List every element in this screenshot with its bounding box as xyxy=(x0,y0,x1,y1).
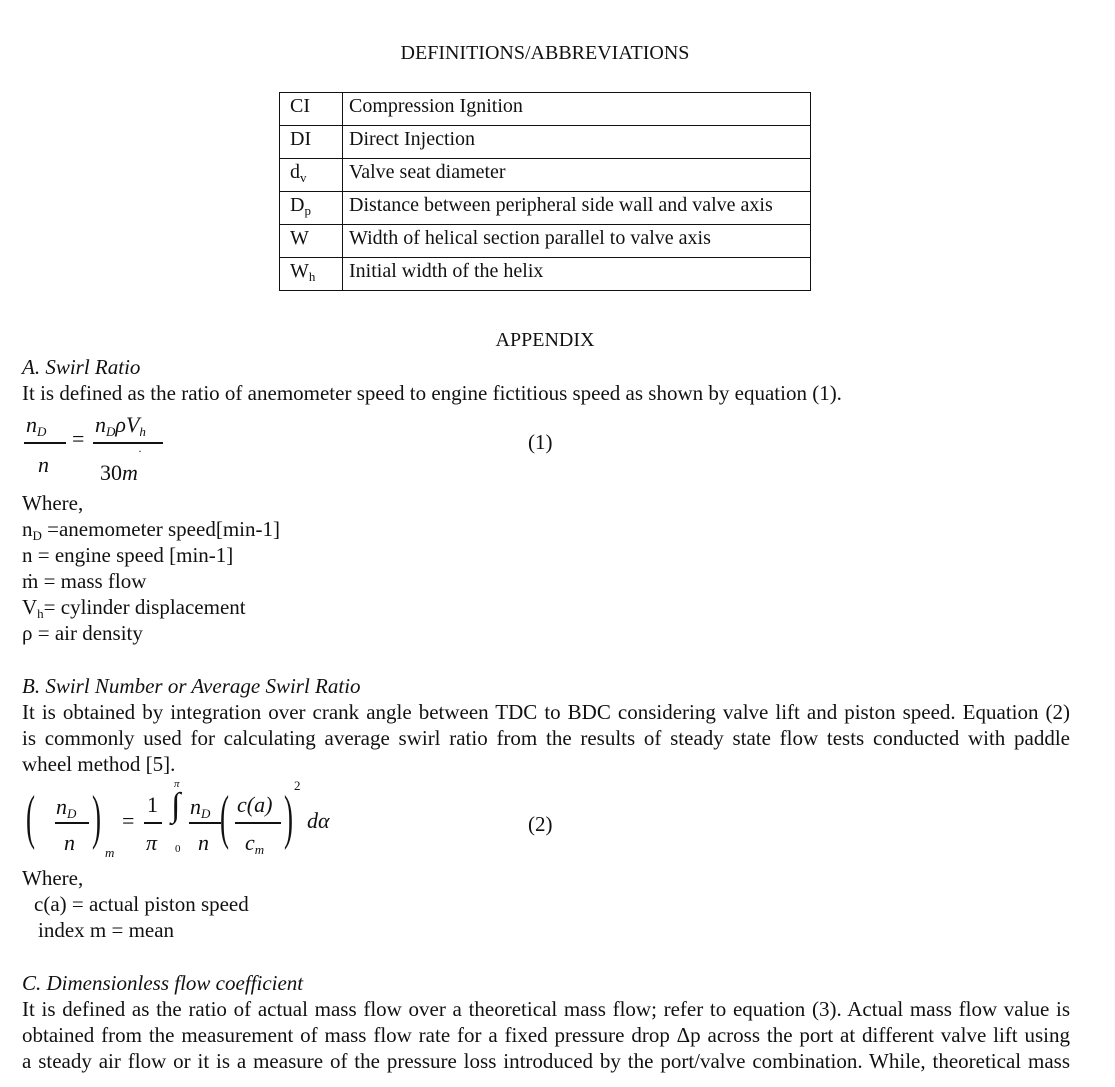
definition-abbreviation: $W_h$ xyxy=(280,258,343,291)
section-b-paragraph xyxy=(22,699,1070,777)
eq2-lhs-fraction-bar xyxy=(55,822,89,824)
definition-row xyxy=(280,159,811,192)
eq1-rhs-fraction-bar xyxy=(93,442,163,444)
eq1-lhs-denominator: n xyxy=(38,452,49,477)
section-a-where-item: $V_h=$ cylinder displacement xyxy=(22,595,246,621)
definitions-table xyxy=(279,92,811,291)
section-a-where-label: Where, xyxy=(22,491,84,515)
section-b-line: wheel method [5]. xyxy=(22,752,176,776)
eq2-inner-paren-open: ( xyxy=(220,784,229,850)
section-b-where-item: c(a) = actual piston speed xyxy=(34,892,249,916)
definition-abbreviation: CI xyxy=(280,93,343,126)
eq1-rhs-numerator: $n_D\rho V_h$ xyxy=(95,412,146,439)
eq1-lhs-fraction-bar xyxy=(24,442,66,444)
section-b-where-label: Where, xyxy=(22,866,84,890)
section-b-line: It is obtained by integration over crank angle between TDC to BDC considering valve lift and piston speed. Equation (2) xyxy=(22,700,1070,724)
definition-description: Direct Injection xyxy=(343,126,811,159)
eq2-left-paren-open: ( xyxy=(26,784,35,850)
definition-description: Initial width of the helix xyxy=(343,258,811,291)
section-a-heading: A. Swirl Ratio xyxy=(22,355,141,379)
eq2-pi: π xyxy=(146,830,158,855)
eq1-equals: = xyxy=(72,426,85,451)
definition-abbreviation: W xyxy=(280,225,343,258)
eq2-integral-sign: ∫ xyxy=(171,787,181,824)
section-a-where-item: ρ = air density xyxy=(22,621,143,645)
definition-abbreviation: $D_p$ xyxy=(280,192,343,225)
eq2-inner-denominator: $c_m$ xyxy=(245,830,265,857)
section-a-where-item: $n_D$ =anemometer speed[min-1] xyxy=(22,517,280,543)
section-a-where-item: n = engine speed [min-1] xyxy=(22,543,234,567)
section-c-line: It is defined as the ratio of actual mass flow over a theoretical mass flow; refer to equation (3). Actual mass flow value is xyxy=(22,997,1070,1021)
section-c-line: obtained from the measurement of mass flow rate for a fixed pressure drop Δp across the port at different valve lift using xyxy=(22,1023,1070,1047)
section-a-where-item: ṁ = mass flow xyxy=(22,569,147,593)
eq2-one: 1 xyxy=(147,792,158,817)
eq2-inner-numerator: c(a) xyxy=(237,792,273,817)
eq2-lhs-numerator: $n_D$ xyxy=(56,794,77,821)
definition-row xyxy=(280,225,811,258)
eq1-mass-flow-dot: · xyxy=(138,444,142,458)
definition-description: Width of helical section parallel to valve axis xyxy=(343,225,811,258)
definition-abbreviation: DI xyxy=(280,126,343,159)
section-a-text: It is defined as the ratio of anemometer speed to engine fictitious speed as shown by equation (1). xyxy=(22,381,842,405)
eq2-mid-fraction-bar xyxy=(189,822,221,824)
definition-row xyxy=(280,258,811,291)
eq2-inner-fraction-bar xyxy=(235,822,281,824)
section-c-line: a steady air flow or it is a measure of the pressure loss introduced by the port/valve combination. While, theoretical mass xyxy=(22,1049,1070,1073)
equation-1-number: (1) xyxy=(528,430,553,454)
section-c-heading: C. Dimensionless flow coefficient xyxy=(22,971,304,995)
eq2-lhs-subscript: m xyxy=(105,845,115,860)
section-b-line: is commonly used for calculating average swirl ratio from the results of steady state flow tests conducted with paddle xyxy=(22,726,1070,750)
section-b-where-item: index m = mean xyxy=(38,918,175,942)
eq2-inner-paren-close: ) xyxy=(284,784,293,850)
eq2-integral-lower: 0 xyxy=(175,843,181,855)
eq2-power: 2 xyxy=(294,778,301,793)
eq2-mid-denominator: n xyxy=(198,830,209,855)
definition-row xyxy=(280,126,811,159)
definitions-title: DEFINITIONS/ABBREVIATIONS xyxy=(400,42,690,64)
eq2-equals: = xyxy=(122,808,135,833)
definition-description: Distance between peripheral side wall and valve axis xyxy=(343,192,811,225)
definition-description: Valve seat diameter xyxy=(343,159,811,192)
eq2-left-paren-close: ) xyxy=(92,784,101,850)
definition-row xyxy=(280,93,811,126)
section-c-paragraph xyxy=(22,996,1070,1074)
eq2-lhs-denominator: n xyxy=(64,830,75,855)
appendix-title: APPENDIX xyxy=(495,329,595,351)
eq1-lhs-numerator: $n_D$ xyxy=(26,412,47,439)
section-b-heading: B. Swirl Number or Average Swirl Ratio xyxy=(22,674,361,698)
eq2-integral-upper: π xyxy=(174,778,180,790)
definition-row xyxy=(280,192,811,225)
equation-2-number: (2) xyxy=(528,812,553,836)
eq2-one-over-pi-bar xyxy=(144,822,162,824)
definition-description: Compression Ignition xyxy=(343,93,811,126)
definition-abbreviation: $d_v$ xyxy=(280,159,343,192)
eq1-rhs-denominator: 30m xyxy=(100,460,138,485)
eq2-d-alpha: dα xyxy=(307,808,330,833)
eq2-mid-numerator: $n_D$ xyxy=(190,794,211,821)
